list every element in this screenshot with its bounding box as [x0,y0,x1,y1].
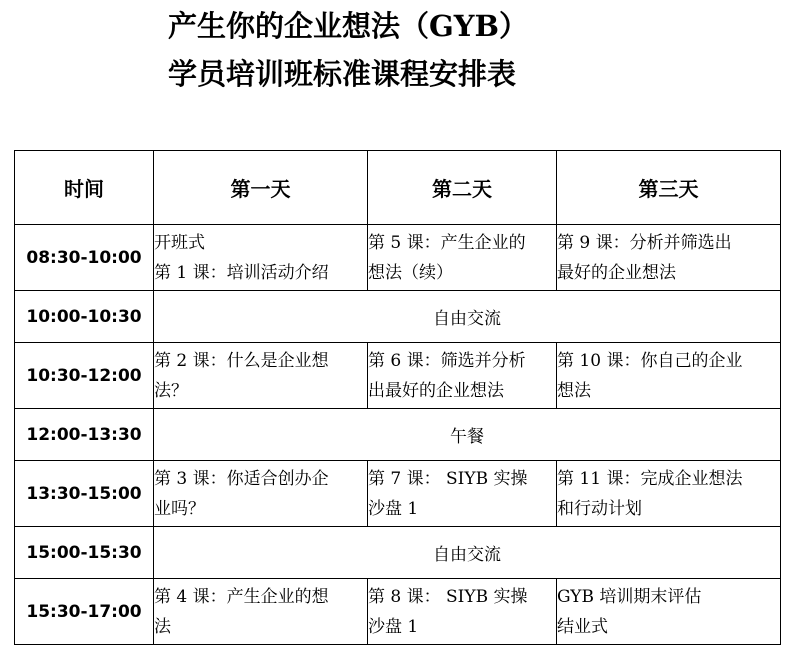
document-subtitle: 学员培训班标准课程安排表 [168,57,517,91]
session-line: 法？ [154,380,188,401]
session-line: 第 11 课：完成企业想法 [557,468,743,489]
session-line: 最好的企业想法 [557,262,676,283]
session-cell [154,579,368,645]
session-line: 第 2 课：什么是企业想 [154,350,329,371]
session-line: 第 9 课：分析并筛选出 [557,232,732,253]
lunch-cell: 午餐 [154,409,781,461]
header-day-2: 第二天 [368,151,557,225]
table-row [15,343,781,409]
session-line: 第 6 课：筛选并分析 [368,350,526,371]
table-row [15,579,781,645]
session-cell [368,579,557,645]
session-cell [154,343,368,409]
time-slot: 10:30-12:00 [15,343,154,409]
session-line: 沙盘 1 [368,498,419,519]
session-line: GYB 培训期末评估 [557,586,702,607]
session-line: 出最好的企业想法 [368,380,504,401]
session-line: 想法（续） [368,262,453,283]
session-line: 第 4 课：产生企业的想 [154,586,329,607]
session-cell [154,461,368,527]
time-slot: 10:00-10:30 [15,291,154,343]
break-cell: 自由交流 [154,291,781,343]
session-cell [557,579,781,645]
session-cell [557,343,781,409]
session-line: 第 3 课：你适合创办企 [154,468,329,489]
table-row [15,225,781,291]
session-line: 第 5 课：产生企业的 [368,232,526,253]
header-day-3: 第三天 [557,151,781,225]
session-line: 开班式 [154,232,205,253]
table-row [15,461,781,527]
session-cell [557,225,781,291]
session-line: 第 10 课：你自己的企业 [557,350,743,371]
table-row [15,291,781,343]
session-cell [368,461,557,527]
document-title: 产生你的企业想法（GYB） [168,9,528,43]
session-line: 法 [154,616,171,637]
session-line: 第 1 课：培训活动介绍 [154,262,329,283]
session-cell [368,225,557,291]
session-line: 沙盘 1 [368,616,419,637]
session-line: 第 8 课： SIYB 实操 [368,586,528,607]
session-line: 业吗？ [154,498,205,519]
break-cell: 自由交流 [154,527,781,579]
table-row [15,527,781,579]
table-row [15,409,781,461]
session-line: 第 7 课： SIYB 实操 [368,468,528,489]
time-slot: 15:00-15:30 [15,527,154,579]
time-slot: 08:30-10:00 [15,225,154,291]
session-line: 和行动计划 [557,498,642,519]
session-line: 结业式 [557,616,608,637]
header-day-1: 第一天 [154,151,368,225]
time-slot: 15:30-17:00 [15,579,154,645]
session-cell [368,343,557,409]
time-slot: 12:00-13:30 [15,409,154,461]
header-time: 时间 [15,151,154,225]
session-cell [154,225,368,291]
session-line: 想法 [557,380,591,401]
header-row [15,151,781,225]
time-slot: 13:30-15:00 [15,461,154,527]
schedule-table [14,150,781,645]
session-cell [557,461,781,527]
